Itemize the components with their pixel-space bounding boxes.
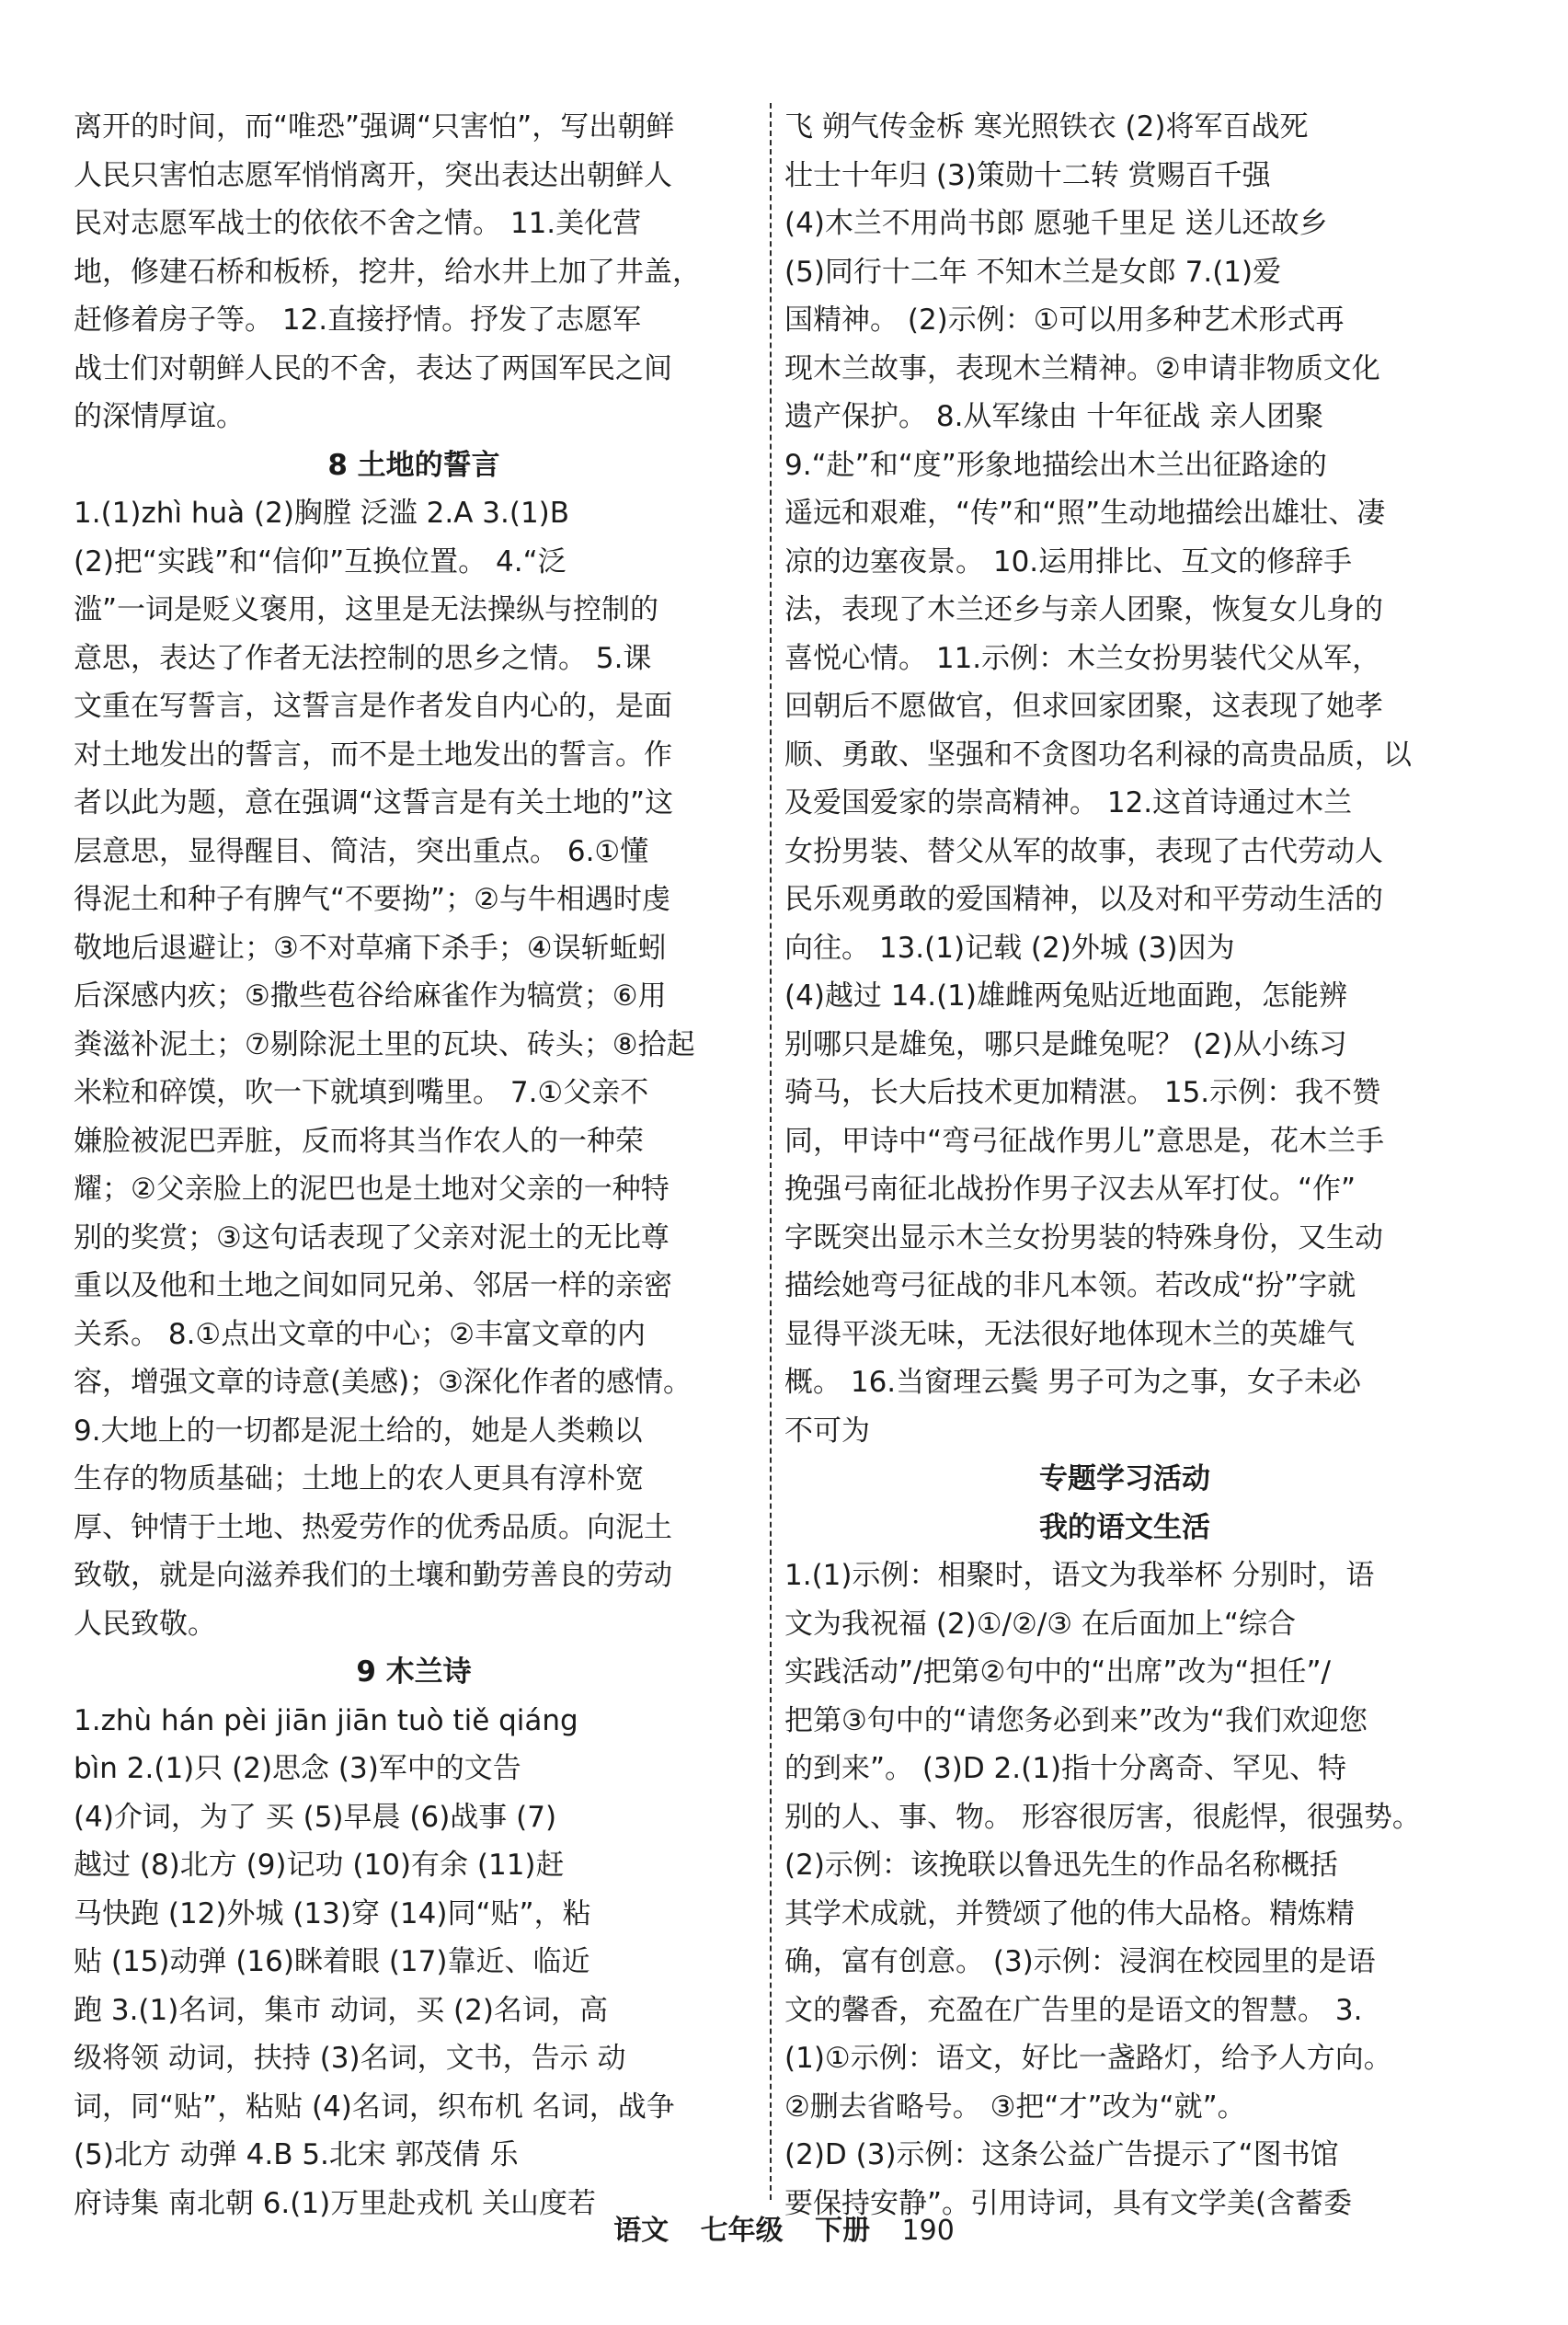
text-line: 别哪只是雄兔，哪只是雌兔呢？ (2)从小练习 — [784, 1027, 1347, 1061]
text-line: 敬地后退避让；③不对草痛下杀手；④误斩蚯蚓 — [74, 931, 667, 965]
footer-grade: 七年级 — [700, 2215, 784, 2247]
text-line: 者以此为题，意在强调“这誓言是有关土地的”这 — [74, 786, 674, 819]
text-line: 跑 3.(1)名词，集市 动词，买 (2)名词，高 — [74, 1993, 608, 2027]
text-line: 赶修着房子等。 12.直接抒情。抒发了志愿军 — [74, 304, 642, 337]
text-line: 其学术成就，并赞颂了他的伟大品格。精炼精 — [784, 1896, 1355, 1930]
text-line: 回朝后不愿做官，但求回家团聚，这表现了她孝 — [784, 690, 1383, 723]
text-line: 致敬，就是向滋养我们的土壤和勤劳善良的劳动 — [74, 1559, 672, 1592]
text-line: 民乐观勇敢的爱国精神，以及对和平劳动生活的 — [784, 883, 1383, 916]
text-line: (5)同行十二年 不知木兰是女郎 7.(1)爱 — [784, 255, 1282, 289]
text-line: 及爱国爱家的崇高精神。 12.这首诗通过木兰 — [784, 786, 1353, 819]
text-line: 字既突出显示木兰女扮男装的特殊身份，又生动 — [784, 1220, 1383, 1254]
text-line: 9.大地上的一切都是泥土给的，她是人类赖以 — [74, 1414, 643, 1448]
page-footer — [0, 2207, 1568, 2248]
section-title: 我的语文生活 — [1039, 1510, 1210, 1544]
text-line: (5)北方 动弹 4.B 5.北宋 郭茂倩 乐 — [74, 2138, 519, 2171]
text-line: 现木兰故事，表现木兰精神。②申请非物质文化 — [784, 351, 1380, 385]
text-line: 法，表现了木兰还乡与亲人团聚，恢复女儿身的 — [784, 593, 1383, 626]
text-line: (4)越过 14.(1)雄雌两兔贴近地面跑，怎能辨 — [784, 979, 1347, 1013]
text-line: 遗产保护。 8.从军缘由 十年征战 亲人团聚 — [784, 400, 1324, 433]
text-line: 文为我祝福 (2)①/②/③ 在后面加上“综合 — [784, 1607, 1296, 1641]
text-line: bìn 2.(1)只 (2)思念 (3)军中的文告 — [74, 1752, 521, 1785]
text-line: 越过 (8)北方 (9)记功 (10)有余 (11)赶 — [74, 1849, 565, 1882]
text-line: 同，甲诗中“弯弓征战作男儿”意思是，花木兰手 — [784, 1124, 1385, 1158]
column-divider — [770, 103, 772, 2200]
text-line: 马快跑 (12)外城 (13)穿 (14)同“贴”，粘 — [74, 1896, 591, 1930]
text-line: 滥”一词是贬义褒用，这里是无法操纵与控制的 — [74, 593, 659, 626]
text-line: 文重在写誓言，这誓言是作者发自内心的，是面 — [74, 690, 672, 723]
text-line: 不可为 — [784, 1414, 870, 1448]
text-line: 米粒和碎馍，吹一下就填到嘴里。 7.①父亲不 — [74, 1076, 649, 1109]
text-line: (2)D (3)示例：这条公益广告提示了“图书馆 — [784, 2138, 1339, 2171]
text-line: 粪滋补泥土；⑦剔除泥土里的瓦块、砖头；⑧拾起 — [74, 1027, 695, 1061]
text-line: 描绘她弯弓征战的非凡本领。若改成“扮”字就 — [784, 1269, 1356, 1302]
text-line: 挽强弓南征北战扮作男子汉去从军打仗。“作” — [784, 1173, 1356, 1206]
text-line: 意思，表达了作者无法控制的思乡之情。 5.课 — [74, 641, 652, 675]
text-line: 厚、钟情于土地、热爱劳作的优秀品质。向泥土 — [74, 1510, 672, 1544]
text-line: 飞 朔气传金柝 寒光照铁衣 (2)将军百战死 — [784, 110, 1309, 143]
text-line: 人民致敬。 — [74, 1607, 216, 1641]
text-line: 1.(1)示例：相聚时，语文为我举杯 分别时，语 — [784, 1559, 1375, 1592]
text-line: 容，增强文章的诗意(美感)；③深化作者的感情。 — [74, 1366, 692, 1399]
text-line: 生存的物质基础；土地上的农人更具有淳朴宽 — [74, 1462, 644, 1495]
text-line: 别的人、事、物。 形容很厉害，很彪悍，很强势。 — [784, 1800, 1421, 1834]
text-line: 贴 (15)动弹 (16)眯着眼 (17)靠近、临近 — [74, 1945, 590, 1978]
text-line: 人民只害怕志愿军悄悄离开，突出表达出朝鲜人 — [74, 158, 672, 192]
footer-volume: 下册 — [815, 2215, 871, 2247]
text-line: 民对志愿军战士的依依不舍之情。 11.美化营 — [74, 207, 642, 240]
text-line: 嫌脸被泥巴弄脏，反而将其当作农人的一种荣 — [74, 1124, 644, 1158]
text-line: 地，修建石桥和板桥，挖井，给水井上加了井盖， — [74, 255, 701, 289]
right-column — [784, 103, 1465, 2228]
page-number: 190 — [901, 2215, 955, 2247]
text-line: 概。 16.当窗理云鬓 男子可为之事，女子未必 — [784, 1366, 1362, 1399]
text-line: 国精神。 (2)示例：①可以用多种艺术形式再 — [784, 304, 1345, 337]
text-line: 女扮男装、替父从军的故事，表现了古代劳动人 — [784, 834, 1383, 868]
text-line: 战士们对朝鲜人民的不舍，表达了两国军民之间 — [74, 351, 672, 385]
text-line: 府诗集 南北朝 6.(1)万里赴戎机 关山度若 — [74, 2186, 597, 2220]
text-line: 显得平淡无味，无法很好地体现木兰的英雄气 — [784, 1317, 1355, 1351]
text-line: 喜悦心情。 11.示例：木兰女扮男装代父从军， — [784, 641, 1381, 675]
text-line: 重以及他和土地之间如同兄弟、邻居一样的亲密 — [74, 1269, 672, 1302]
text-line: 关系。 8.①点出文章的中心；②丰富文章的内 — [74, 1317, 647, 1351]
text-line: (2)示例：该挽联以鲁迅先生的作品名称概括 — [784, 1849, 1338, 1882]
left-column — [74, 103, 754, 2228]
text-line: 1.(1)zhì huà (2)胸膛 泛滥 2.A 3.(1)B — [74, 497, 570, 530]
text-line: 层意思，显得醒目、简洁，突出重点。 6.①懂 — [74, 834, 649, 868]
text-line: 骑马，长大后技术更加精湛。 15.示例：我不赞 — [784, 1076, 1381, 1109]
text-line: (4)介词，为了 买 (5)早晨 (6)战事 (7) — [74, 1800, 557, 1834]
text-line: 离开的时间，而“唯恐”强调“只害怕”，写出朝鲜 — [74, 110, 675, 143]
section-title: 8 土地的誓言 — [327, 448, 500, 482]
text-line: 要保持安静”。引用诗词，具有文学美(含蓄委 — [784, 2186, 1353, 2220]
text-line: 得泥土和种子有脾气“不要拗”；②与牛相遇时虔 — [74, 883, 670, 916]
text-line: ②删去省略号。 ③把“才”改为“就”。 — [784, 2090, 1246, 2124]
section-title: 9 木兰诗 — [356, 1655, 472, 1689]
text-line: 把第③句中的“请您务必到来”改为“我们欢迎您 — [784, 1703, 1368, 1737]
text-line: 级将领 动词，扶持 (3)名词，文书，告示 动 — [74, 2042, 626, 2075]
text-line: 文的馨香，充盈在广告里的是语文的智慧。 3. — [784, 1993, 1363, 2027]
text-line: 的深情厚谊。 — [74, 400, 245, 433]
text-line: (2)把“实践”和“信仰”互换位置。 4.“泛 — [74, 544, 567, 578]
text-line: 词，同“贴”，粘贴 (4)名词，织布机 名词，战争 — [74, 2090, 675, 2124]
section-title: 专题学习活动 — [1039, 1462, 1210, 1495]
text-line: 9.“赴”和“度”形象地描绘出木兰出征路途的 — [784, 448, 1327, 482]
text-line: 壮士十年归 (3)策勋十二转 赏赐百千强 — [784, 158, 1271, 192]
text-line: 对土地发出的誓言，而不是土地发出的誓言。作 — [74, 738, 672, 772]
footer-subject: 语文 — [613, 2215, 670, 2247]
text-line: 别的奖赏；③这句话表现了父亲对泥土的无比尊 — [74, 1220, 670, 1254]
text-line: 向往。 13.(1)记载 (2)外城 (3)因为 — [784, 931, 1235, 965]
text-line: 确，富有创意。 (3)示例：浸润在校园里的是语 — [784, 1945, 1376, 1978]
text-line: (1)①示例：语文，好比一盏路灯，给予人方向。 — [784, 2042, 1392, 2075]
text-line: 顺、勇敢、坚强和不贪图功名利禄的高贵品质，以 — [784, 738, 1412, 772]
text-line: 后深感内疚；⑤撒些苞谷给麻雀作为犒赏；⑥用 — [74, 979, 667, 1013]
text-line: 1.zhù hán pèi jiān jiān tuò tiě qiáng — [74, 1703, 578, 1737]
text-line: 实践活动”/把第②句中的“出席”改为“担任”/ — [784, 1655, 1331, 1689]
text-line: 凉的边塞夜景。 10.运用排比、互文的修辞手 — [784, 544, 1353, 578]
text-line: 的到来”。 (3)D 2.(1)指十分离奇、罕见、特 — [784, 1752, 1347, 1785]
text-line: (4)木兰不用尚书郎 愿驰千里足 送儿还故乡 — [784, 207, 1328, 240]
text-line: 遥远和艰难，“传”和“照”生动地描绘出雄壮、凄 — [784, 497, 1386, 530]
text-line: 耀；②父亲脸上的泥巴也是土地对父亲的一种特 — [74, 1173, 670, 1206]
